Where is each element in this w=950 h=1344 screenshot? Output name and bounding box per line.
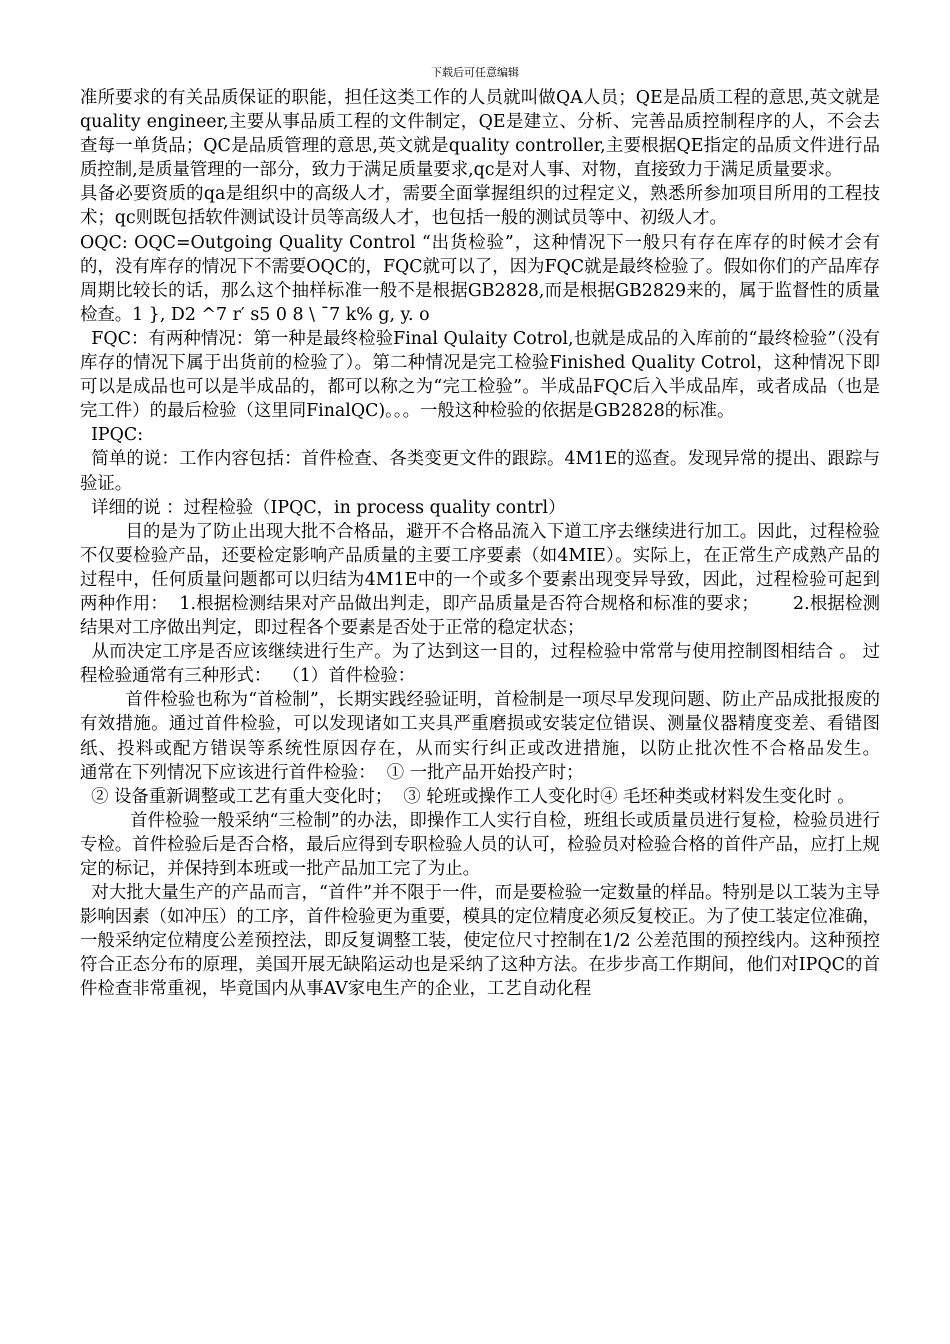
paragraph-ipqc-detail: 详细的说 ：过程检验（IPQC，in process quality contrl） xyxy=(80,497,566,518)
paragraph-purpose: 目的是为了防止出现大批不合格品，避开不合格品流入下道工序去继续进行加工。因此，过程检验不仅要检验产品，还要检定影响产品质量的主要工序要素（如4MIE）。实际上，在正常生产成熟产品的过程中，任何质量问题都可以归结为4M1E中的一个或多个要素出现变异导致，因此，过程检验可起到两种作用： 1.根据检测结果对产品做出判走，即产品质量是否符合规格和标准的要求； 2.根据检测结果对工序做出判定，即过程各个要素是否处于正常的稳定状态； xyxy=(80,521,880,639)
paragraph-conditions: ② 设备重新调整或工艺有重大变化时； ③ 轮班或操作工人变化时④ 毛坯种类或材料发生变化时 。 xyxy=(80,786,855,807)
paragraph-mass-production: 对大批大量生产的产品而言，“首件”并不限于一件，而是要检验一定数量的样品。特别是以工装为主导影响因素（如冲压）的工序，首件检验更为重要，模具的定位精度必须反复校正。为了使工装定位准确，一般采纳定位精度公差预控法，即反复调整工装，使定位尺寸控制在1/2 公差范围的预控线内。这种预控符合正态分布的原理，美国开展无缺陷运动也是采纳了这种方法。在步步高工作期间，他们对IPQC的首件检查非常重视，毕竟国内从事AV家电生产的企业，工艺自动化程 xyxy=(80,883,880,1000)
heading-ipqc: IPQC: xyxy=(80,425,144,446)
page-header: 下载后可任意编辑 xyxy=(431,66,519,79)
paragraph-three-check: 首件检验一般采纳“三检制”的办法，即操作工人实行自检，班组长或质量员进行复检，检验员进行专检。首件检验后是否合格，最后应得到专职检验人员的认可，检验员对检验合格的首件产品，应打上规定的标记，并保持到本班或一批产品加工完了为止。 xyxy=(80,810,880,879)
paragraph-ipqc-simple: 简单的说：工作内容包括：首件检查、各类变更文件的跟踪。4M1E的巡查。发现异常的提出、跟踪与验证。 xyxy=(80,449,880,494)
paragraph-fqc: FQC：有两种情况：第一种是最终检验Final Qulaity Cotrol,也就是成品的入库前的“最终检验”（没有库存的情况下属于出货前的检验了）。第二种情况是完工检验Finished Quality Cotrol，这种情况下即可以是成品也可以是半成品的，都可以称之为“完工检验”。半成品FQC后入半成品库，或者成品（也是完工件）的最后检验（这里同FinalQC)。。。一般这种检验的依据是GB2828的标准。 xyxy=(80,328,881,422)
paragraph-qualifications: 具备必要资质的qa是组织中的高级人才，需要全面掌握组织的过程定义，熟悉所参加项目所用的工程技术；qc则既包括软件测试设计员等高级人才，也包括一般的测试员等中、初级人才。 xyxy=(80,184,880,229)
paragraph-first-article: 首件检验也称为“首检制”，长期实践经验证明，首检制是一项尽早发现问题、防止产品成批报废的有效措施。通过首件检验，可以发现诸如工夹具严重磨损或安装定位错误、测量仪器精度变差、看错图纸、投料或配方错误等系统性原因存在，从而实行纠正或改进措施，以防止批次性不合格品发生。 通常在下列情况下应该进行首件检验： ① 一批产品开始投产时； xyxy=(80,690,919,783)
paragraph-oqc: OQC: OQC=Outgoing Quality Control “出货检验”，这种情况下一般只有存在库存的时候才会有的，没有库存的情况下不需要OQC的，FQC就可以了，因为FQC就是最终检验了。假如你们的产品库存周期比较长的话，那么这个抽样标准一般不是根据GB2828,而是根据GB2829来的，属于监督性的质量检查。1 }, D2 ^7 r′ s5 0 8 \ ¯7 k% g, y. o xyxy=(80,232,880,325)
paragraph-process-forms: 从而决定工序是否应该继续进行生产。为了达到这一目的，过程检验中常常与使用控制图相结合 。 过程检验通常有三种形式： （1）首件检验： xyxy=(80,642,881,687)
document-body xyxy=(80,86,919,1002)
paragraph-qa-qe-qc: 准所要求的有关品质保证的职能，担任这类工作的人员就叫做QA人员；QE是品质工程的意思,英文就是quality engineer,主要从事品质工程的文件制定，QE是建立、分析、完善品质控制程序的人，不会去查每一单货品；QC是品质管理的意思,英文就是quality controller,主要根据QE指定的品质文件进行品质控制,是质量管理的一部分，致力于满足质量要求,qc是对人事、对物，直接致力于满足质量要求。 xyxy=(80,88,880,181)
